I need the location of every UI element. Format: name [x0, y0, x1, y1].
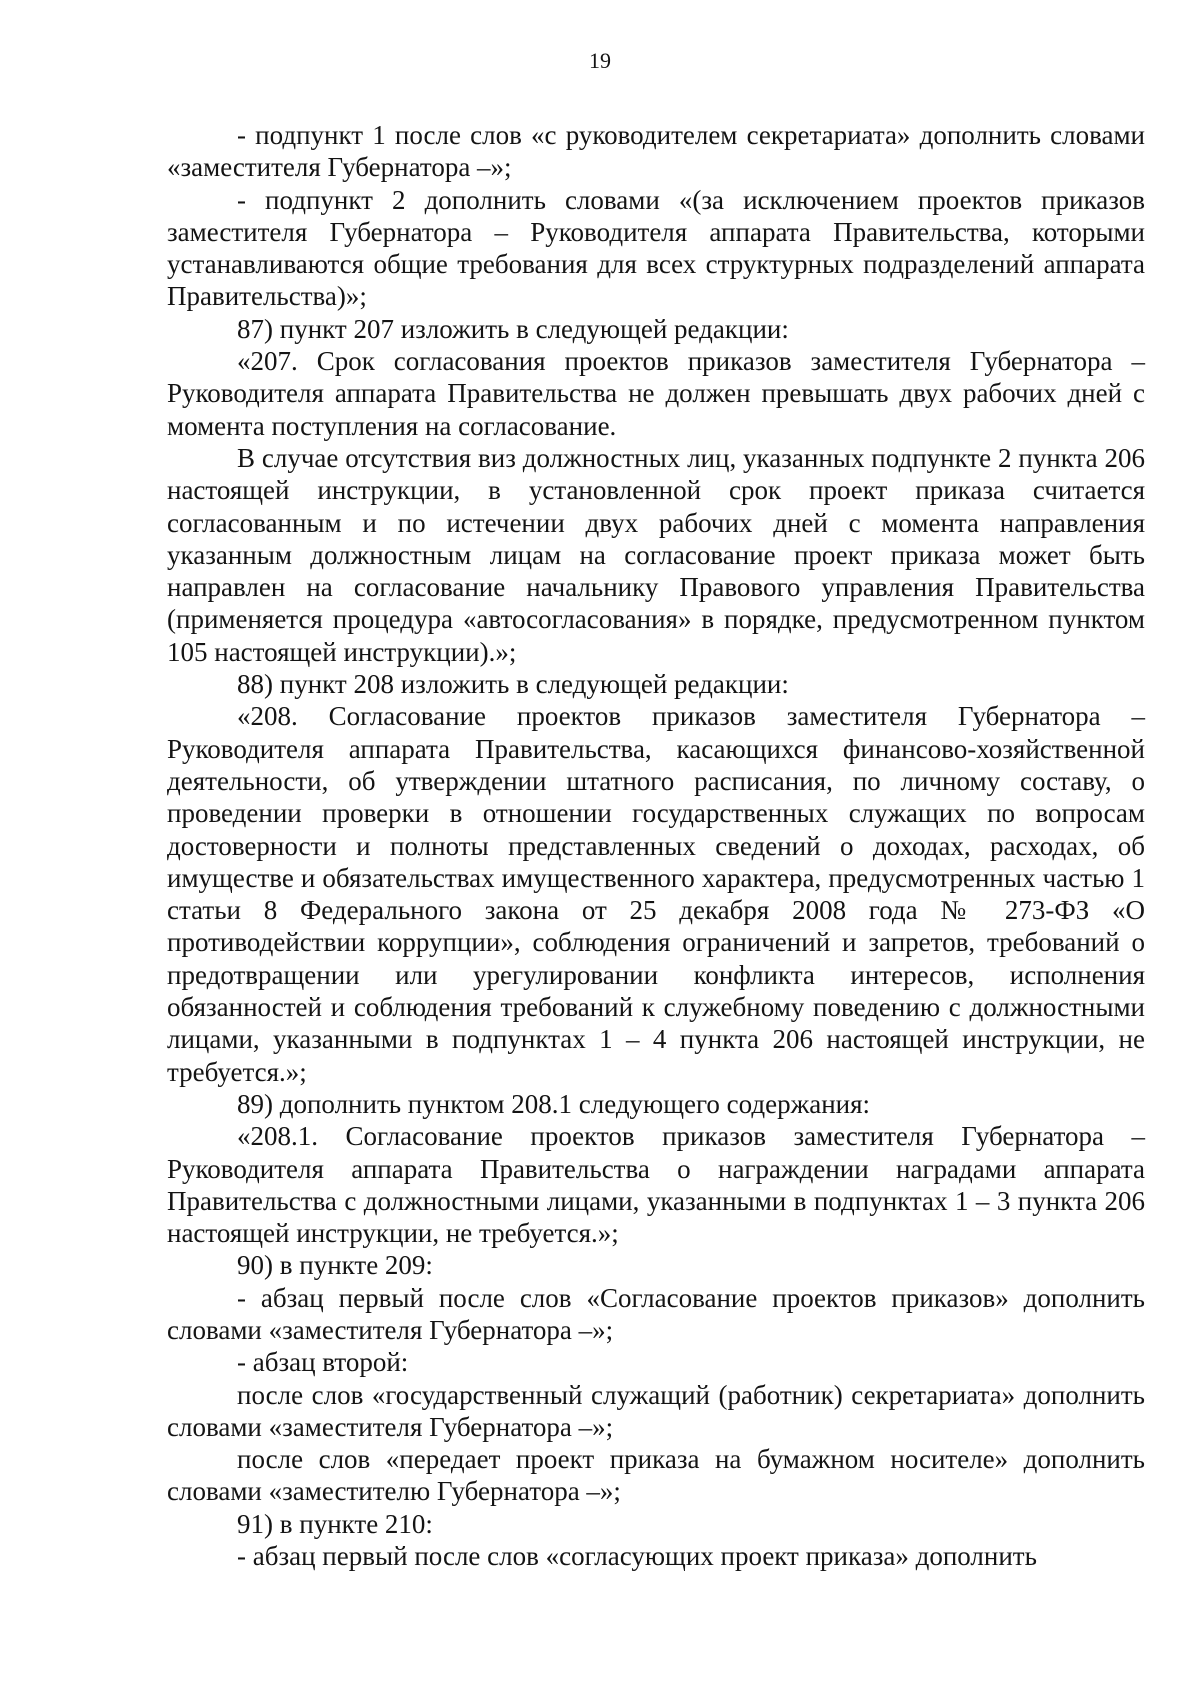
paragraph: 87) пункт 207 изложить в следующей редакции:: [237, 313, 789, 344]
paragraph: - абзац первый после слов «согласующих проект приказа» дополнить: [237, 1541, 1037, 1572]
paragraph: 90) в пункте 209:: [237, 1250, 433, 1281]
paragraph: 89) дополнить пунктом 208.1 следующего содержания:: [237, 1088, 871, 1119]
paragraph: - подпункт 2 дополнить словами «(за исключением проектов приказов заместителя Губернатора – Руководителя аппарата Правительства, которыми устанавливаются общие требования для всех структурных подразделений аппарата Правительства)»;: [167, 184, 1145, 312]
paragraph: «208. Согласование проектов приказов заместителя Губернатора – Руководителя аппарата Правительства, касающихся финансово-хозяйственной деятельности, об утверждении штатного расписания, по личному составу, о проведении проверки в отношении государственных служащих по вопросам достоверности и полноты представленных сведений о доходах, расходах, об имуществе и обязательствах имущественного характера, предусмотренных частью 1 статьи 8 Федерального закона от 25 декабря 2008 года № 273-ФЗ «О противодействии коррупции», соблюдения ограничений и запретов, требований о предотвращении или урегулировании конфликта интересов, исполнения обязанностей и соблюдения требований к служебному поведению с должностными лицами, указанными в подпунктах 1 – 4 пункта 206 настоящей инструкции, не требуется.»;: [167, 701, 1145, 1087]
paragraph: - подпункт 1 после слов «с руководителем секретариата» дополнить словами «заместителя Губернатора –»;: [167, 120, 1145, 183]
paragraph: В случае отсутствия виз должностных лиц, указанных подпункте 2 пункта 206 настоящей инструкции, в установленной срок проект приказа считается согласованным и по истечении двух рабочих дней с момента направления указанным должностным лицам на согласование проект приказа может быть направлен на согласование начальнику Правового управления Правительства (применяется процедура «автосогласования» в порядке, предусмотренном пунктом 105 настоящей инструкции).»;: [167, 442, 1145, 667]
document-body: [167, 119, 1145, 1572]
paragraph: «208.1. Согласование проектов приказов заместителя Губернатора – Руководителя аппарата Правительства о награждении наградами аппарата Правительства с должностными лицами, указанными в подпунктах 1 – 3 пункта 206 настоящей инструкции, не требуется.»;: [167, 1121, 1145, 1249]
paragraph: - абзац второй:: [237, 1347, 409, 1378]
paragraph: после слов «передает проект приказа на бумажном носителе» дополнить словами «заместителю Губернатора –»;: [167, 1444, 1145, 1507]
paragraph: «207. Срок согласования проектов приказов заместителя Губернатора – Руководителя аппарата Правительства не должен превышать двух рабочих дней с момента поступления на согласование.: [167, 346, 1145, 441]
paragraph: 91) в пункте 210:: [237, 1508, 433, 1539]
page-number: 19: [589, 48, 611, 73]
paragraph: 88) пункт 208 изложить в следующей редакции:: [237, 669, 789, 700]
paragraph: - абзац первый после слов «Согласование проектов приказов» дополнить словами «заместителя Губернатора –»;: [167, 1282, 1145, 1345]
paragraph: после слов «государственный служащий (работник) секретариата» дополнить словами «заместителя Губернатора –»;: [167, 1379, 1145, 1442]
